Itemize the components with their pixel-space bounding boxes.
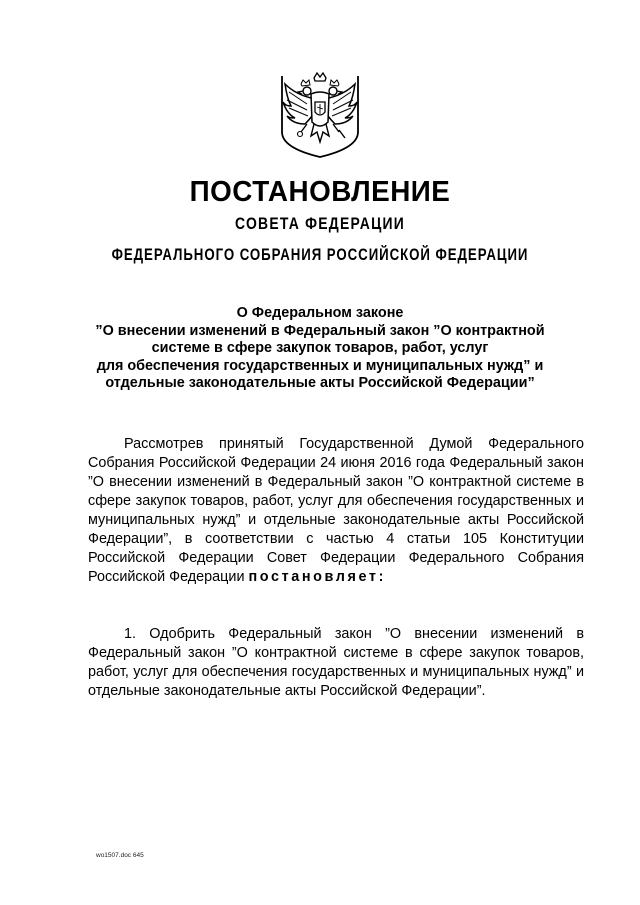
law-heading (80, 305, 560, 393)
resolves-word: постановляет: (248, 569, 386, 585)
law-heading-line: для обеспечения государственных и муниципальных нужд” и (96, 357, 544, 374)
footer-code: wo1507.doc 645 (96, 852, 144, 859)
issuer-line-2: ФЕДЕРАЛЬНОГО СОБРАНИЯ РОССИЙСКОЙ ФЕДЕРАЦИИ (111, 245, 529, 264)
law-heading-line: системе в сфере закупок товаров, работ, услуг (151, 340, 489, 357)
law-heading-line: отдельные законодательные акты Российской Федерации” (105, 375, 535, 392)
preamble-text: Рассмотрев принятый Государственной Думой Федерального Собрания Российской Федерации 24 июня 2016 года Федеральный закон ”О внесении изменений в Федеральный закон ”О контрактной системе в сфере закупок товаров, работ, услуг для обеспечения государственных и муниципальных нужд” и отдельные законодательные акты Российской Федерации”, в соответствии с частью 4 статьи 105 Конституции Российской Федерации Совет Федерации Федерального Собрания Российской Федерации (88, 436, 584, 585)
law-heading-line: О Федеральном законе (236, 305, 404, 321)
resolution-item-1: 1. Одобрить Федеральный закон ”О внесении изменений в Федеральный закон ”О контрактной системе в сфере закупок товаров, работ, услуг для обеспечения государственных и муниципальных нужд” и отдельные законодательные акты Российской Федерации”. (88, 626, 584, 699)
law-heading-line: ”О внесении изменений в Федеральный закон ”О контрактной (95, 322, 545, 339)
issuer-line-1: СОВЕТА ФЕДЕРАЦИИ (235, 214, 405, 233)
preamble-paragraph (88, 435, 584, 587)
coat-of-arms-icon (281, 72, 359, 158)
document-title: ПОСТАНОВЛЕНИЕ (189, 176, 451, 208)
